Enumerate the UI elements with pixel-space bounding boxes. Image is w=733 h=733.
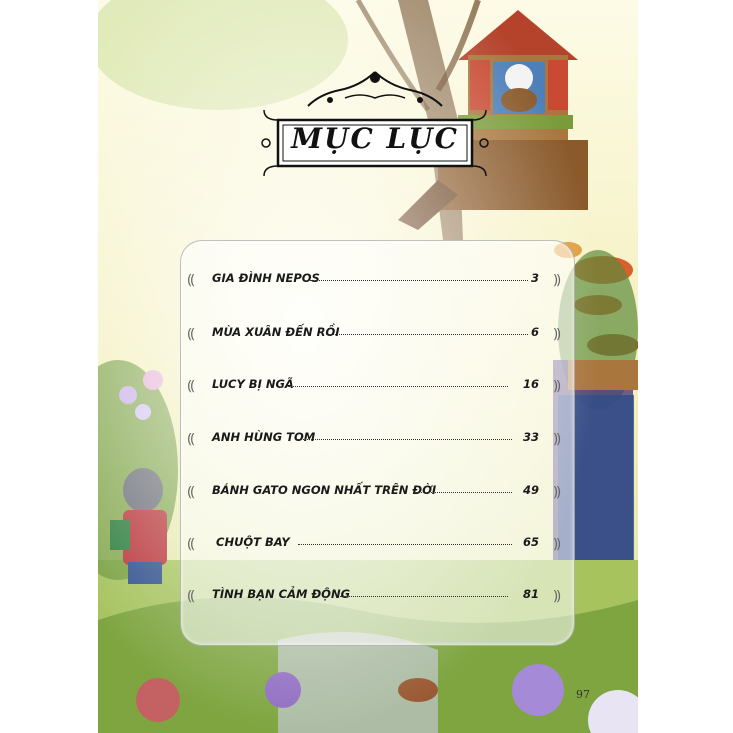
page-title: MỤC LỤC <box>291 122 459 155</box>
toc-entry-title: TÌNH BẠN CẢM ĐỘNG <box>212 587 351 601</box>
toc-entry-title: BÁNH GATO NGON NHẤT TRÊN ĐỜI <box>212 483 437 497</box>
flourish-icon: ⸩ <box>553 431 561 447</box>
toc-entry[interactable] <box>187 427 570 451</box>
dot-leader <box>340 596 508 597</box>
toc-entry[interactable] <box>187 322 570 346</box>
toc-entry[interactable] <box>187 532 570 556</box>
toc-entry-title: MÙA XUÂN ĐẾN RỒI <box>212 325 340 339</box>
toc-entry-page: 33 <box>522 430 539 444</box>
flourish-icon: ⸩ <box>553 588 561 604</box>
toc-entry-title: LUCY BỊ NGÃ <box>212 377 294 391</box>
toc-entry-page: 3 <box>530 271 539 285</box>
flourish-icon: ⸨ <box>187 326 195 342</box>
flourish-icon: ⸨ <box>187 536 195 552</box>
flourish-icon: ⸨ <box>187 484 195 500</box>
toc-entry-page: 6 <box>530 325 539 339</box>
toc-entry[interactable] <box>187 268 570 292</box>
toc-entry-page: 65 <box>522 535 539 549</box>
flourish-icon: ⸨ <box>187 431 195 447</box>
dot-leader <box>326 334 528 335</box>
flourish-icon: ⸨ <box>187 378 195 394</box>
dot-leader <box>298 544 512 545</box>
toc-entry-page: 49 <box>522 483 539 497</box>
toc-entry[interactable] <box>187 584 570 608</box>
toc-entry-page: 16 <box>522 377 539 391</box>
toc-entry-title: GIA ĐÌNH NEPOS <box>212 271 320 285</box>
dot-leader <box>416 492 512 493</box>
flourish-icon: ⸨ <box>187 588 195 604</box>
toc-entry[interactable] <box>187 374 570 398</box>
page-number: 97 <box>576 688 590 701</box>
title-ornament <box>300 68 450 112</box>
flourish-icon: ⸩ <box>553 326 561 342</box>
flourish-icon: ⸨ <box>187 272 195 288</box>
dot-leader <box>298 439 512 440</box>
flourish-icon: ⸩ <box>553 536 561 552</box>
toc-entry-title: ANH HÙNG TOM <box>212 430 316 444</box>
toc-entry-title: CHUỘT BAY <box>216 535 290 549</box>
dot-leader <box>310 280 528 281</box>
flourish-icon: ⸩ <box>553 378 561 394</box>
flourish-icon: ⸩ <box>553 484 561 500</box>
flourish-icon: ⸩ <box>553 272 561 288</box>
toc-entry-page: 81 <box>522 587 539 601</box>
dot-leader <box>288 386 508 387</box>
toc-entry[interactable] <box>187 480 570 504</box>
